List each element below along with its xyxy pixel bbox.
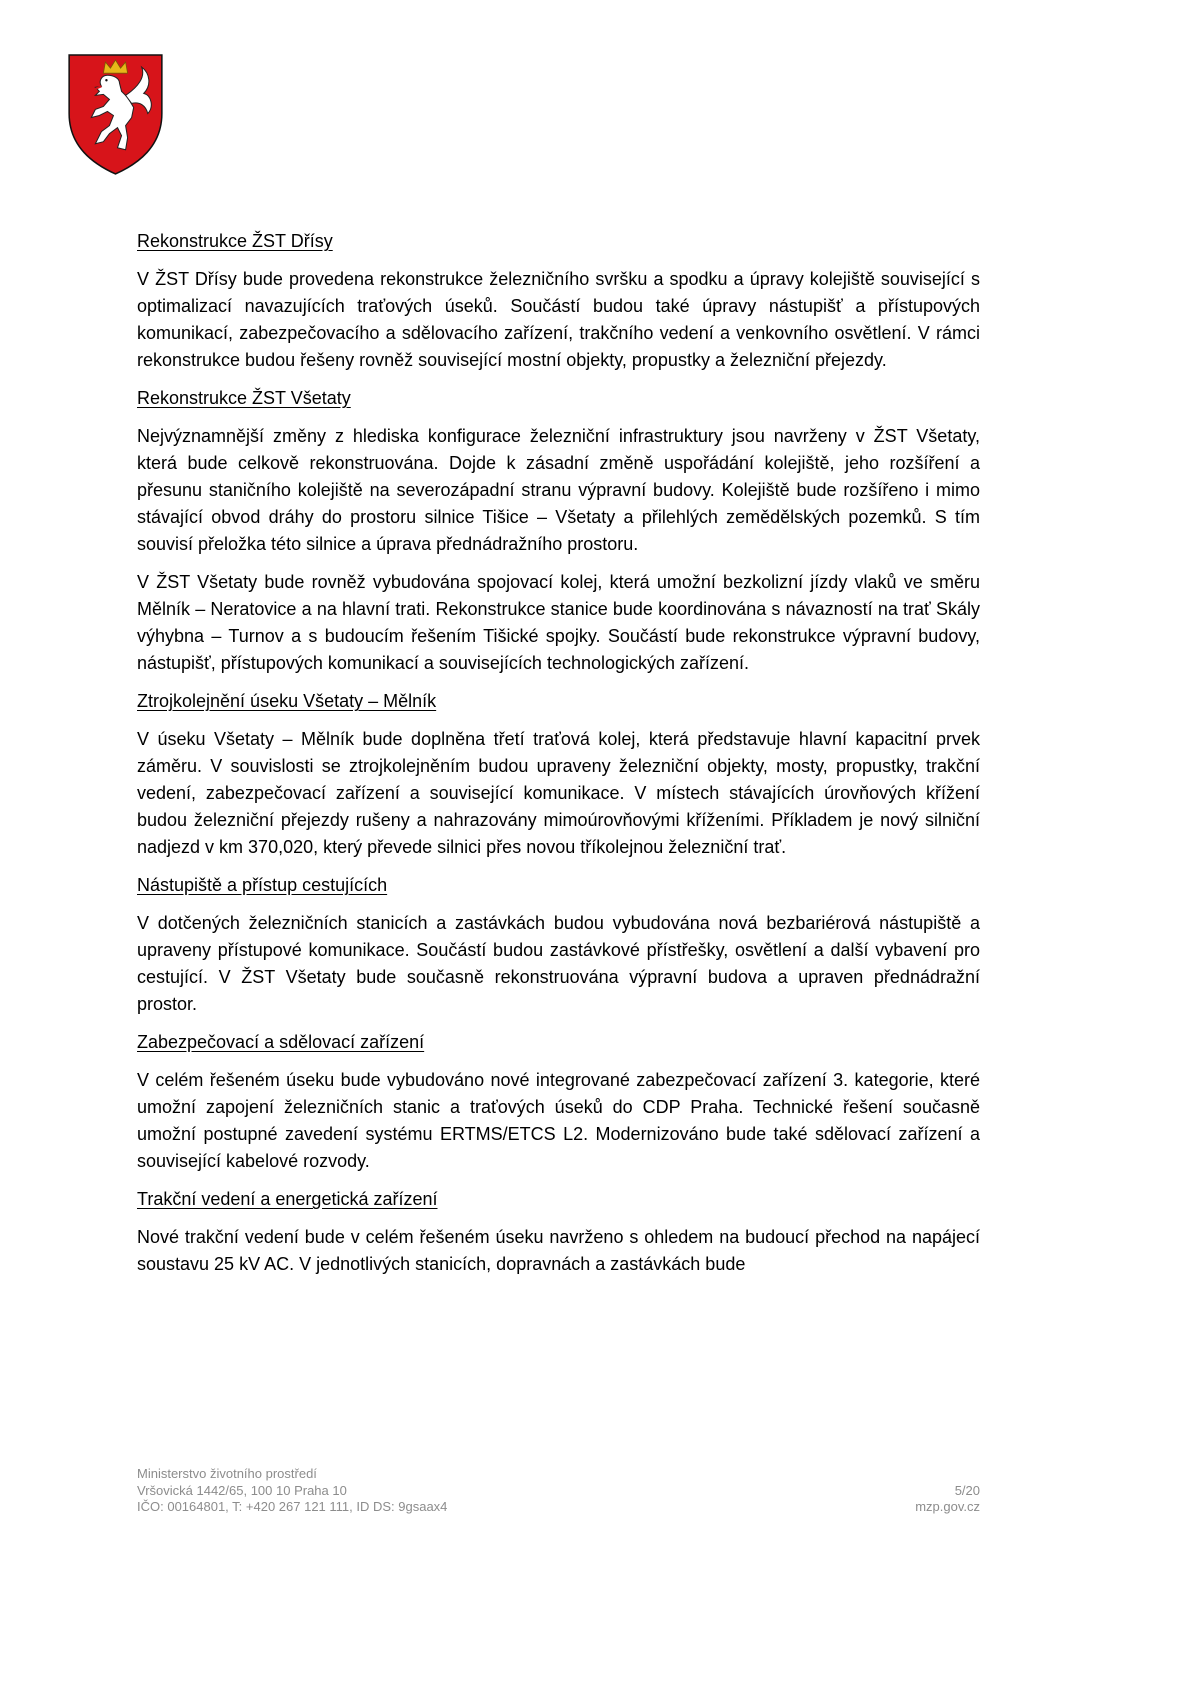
document-body (137, 228, 980, 1289)
czech-coat-of-arms-logo (65, 51, 166, 177)
section-heading: Zabezpečovací a sdělovací zařízení (137, 1032, 425, 1052)
section-heading: Rekonstrukce ŽST Dřísy (137, 231, 333, 251)
section-paragraph: V ŽST Dřísy bude provedena rekonstrukce železničního svršku a spodku a úpravy kolejiště související s optimalizací navazujících traťových úseků. Součástí budou také úpravy nástupišť a přístupových komunikací, zabezpečovacího a sdělovacího zařízení, trakčního vedení a venkovního osvětlení. V rámci rekonstrukce budou řešeny rovněž související mostní objekty, propustky a železniční přejezdy. (137, 269, 980, 370)
section-heading: Trakční vedení a energetická zařízení (137, 1189, 438, 1209)
section-paragraph: V úseku Všetaty – Mělník bude doplněna třetí traťová kolej, která představuje hlavní kapacitní prvek záměru. V souvislosti se ztrojkolejněním budou upraveny železniční objekty, mosty, propustky, trakční vedení, zabezpečovací zařízení a související komunikace. V místech stávajících úrovňových křížení budou železniční přejezdy rušeny a nahrazovány mimoúrovňovými kříženími. Příkladem je nový silniční nadjezd v km 370,020, který převede silnici přes novou tříkolejnou železniční trať. (137, 729, 980, 857)
section-trakcni-vedeni (137, 1186, 980, 1278)
footer-address: Vršovická 1442/65, 100 10 Praha 10 (137, 1482, 347, 1498)
page-number: 5/20 (954, 1482, 980, 1498)
section-rekonstrukce-drisy (137, 228, 980, 374)
section-nastupiste (137, 872, 980, 1018)
section-paragraph: V celém řešeném úseku bude vybudováno nové integrované zabezpečovací zařízení 3. kategorie, které umožní zapojení železničních stanic a traťových úseků do CDP Praha. Technické řešení současně umožní postupné zavedení systému ERTMS/ETCS L2. Modernizováno bude také sdělovací zařízení a související kabelové rozvody. (137, 1070, 980, 1171)
section-ztrojkolejneni (137, 688, 980, 861)
footer-org: Ministerstvo životního prostředí (137, 1466, 317, 1481)
section-zabezpecovaci (137, 1029, 980, 1175)
page-footer (137, 1466, 980, 1516)
section-paragraph: V dotčených železničních stanicích a zastávkách budou vybudována nová bezbariérová nástupiště a upraveny přístupové komunikace. Součástí budou zastávkové přístřešky, osvětlení a další vybavení pro cestující. V ŽST Všetaty bude současně rekonstruována výpravní budova a upraven přednádražní prostor. (137, 913, 980, 1014)
section-paragraph: Nové trakční vedení bude v celém řešeném úseku navrženo s ohledem na budoucí přechod na napájecí soustavu 25 kV AC. V jednotlivých stanicích, dopravnách a zastávkách bude (137, 1227, 980, 1274)
footer-ids: IČO: 00164801, T: +420 267 121 111, ID DS: 9gsaax4 (137, 1499, 448, 1514)
footer-row-ids (137, 1499, 980, 1516)
section-heading: Ztrojkolejnění úseku Všetaty – Mělník (137, 691, 437, 711)
section-paragraph: Nejvýznamnější změny z hlediska konfigurace železniční infrastruktury jsou navrženy v ŽST Všetaty, která bude celkově rekonstruována. Dojde k zásadní změně uspořádání kolejiště, jeho rozšíření a přesunu staničního kolejiště na severozápadní stranu výpravní budovy. Kolejiště bude rozšířeno i mimo stávající obvod dráhy do prostoru silnice Tišice – Všetaty a přilehlých zemědělských pozemků. S tím souvisí přeložka této silnice a úprava přednádražního prostoru. (137, 426, 980, 554)
footer-row-address (137, 1483, 980, 1500)
section-paragraph: V ŽST Všetaty bude rovněž vybudována spojovací kolej, která umožní bezkolizní jízdy vlaků ve směru Mělník – Neratovice a na hlavní trati. Rekonstrukce stanice bude koordinována s návazností na trať Skály výhybna – Turnov a s budoucím řešením Tišické spojky. Součástí bude rekonstrukce výpravní budovy, nástupišť, přístupových komunikací a souvisejících technologických zařízení. (137, 572, 980, 673)
section-heading: Nástupiště a přístup cestujících (137, 875, 388, 895)
section-heading: Rekonstrukce ŽST Všetaty (137, 388, 351, 408)
footer-web-link[interactable]: mzp.gov.cz (915, 1499, 980, 1514)
section-rekonstrukce-vsetaty (137, 385, 980, 677)
